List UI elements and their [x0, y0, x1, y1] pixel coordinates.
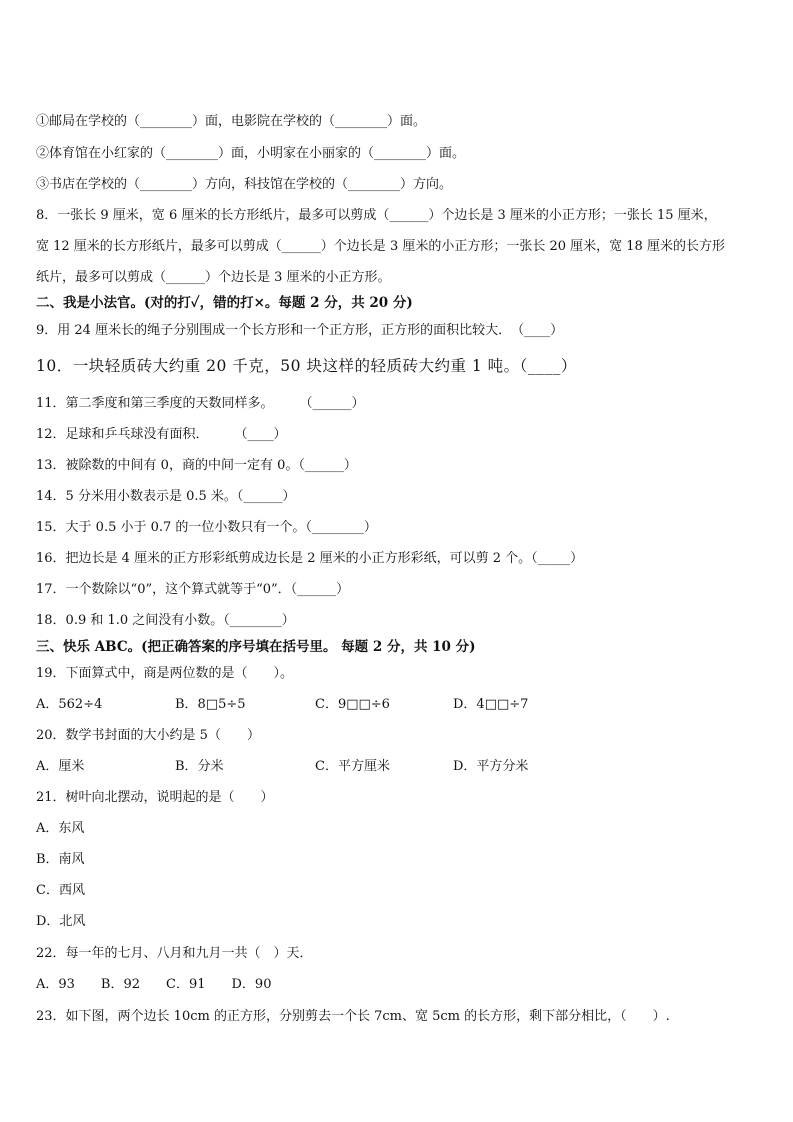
q20-option-b: B．分米 [175, 759, 224, 774]
question-8-line-2: 宽 12 厘米的长方形纸片，最多可以剪成（______）个边长是 3 厘米的小正方形；一张长 20 厘米，宽 18 厘米的长方形 [36, 239, 725, 254]
question-17: 17．一个数除以“0”，这个算式就等于“0”．（______） [36, 582, 350, 597]
q19-option-d: D．4□□÷7 [453, 697, 529, 712]
question-18: 18．0.9 和 1.0 之间没有小数。（________） [36, 613, 295, 628]
section-3-heading: 三、快乐 ABC。(把正确答案的序号填在括号里。 每题 2 分，共 10 分) [36, 639, 476, 655]
q21-option-d: D．北风 [36, 914, 86, 929]
line-3: ③书店在学校的（________）方向，科技馆在学校的（________）方向。 [36, 177, 453, 192]
q20-option-c: C．平方厘米 [315, 759, 390, 774]
section-2-heading: 二、我是小法官。(对的打✓，错的打×。每题 2 分，共 20 分) [36, 295, 413, 311]
q22-options: A．93 B．92 C．91 D．90 [36, 977, 272, 992]
question-20: 20．数学书封面的大小约是 5（ ） [36, 728, 260, 743]
q20-option-a: A．厘米 [36, 759, 85, 774]
q19-option-a: A．562÷4 [36, 697, 103, 712]
question-16: 16．把边长是 4 厘米的正方形彩纸剪成边长是 2 厘米的小正方形彩纸，可以剪 2 个。（_____） [36, 551, 584, 566]
question-10: 10．一块轻质砖大约重 20 千克，50 块这样的轻质砖大约重 1 吨。（____） [36, 357, 577, 375]
question-22: 22．每一年的七月、八月和九月一共（ ）天． [36, 946, 313, 961]
question-14: 14．5 分米用小数表示是 0.5 米。（______） [36, 489, 296, 504]
line-1: ①邮局在学校的（________）面，电影院在学校的（________）面。 [36, 114, 427, 129]
question-23: 23．如下图，两个边长 10cm 的正方形，分别剪去一个长 7cm、宽 5cm 的长方形，剩下部分相比，（ ）. [36, 1009, 670, 1024]
question-12: 12．足球和乒乓球没有面积． （____） [36, 427, 287, 442]
question-11: 11．第二季度和第三季度的天数同样多。 （______） [36, 396, 365, 411]
q19-option-c: C．9□□÷6 [315, 697, 390, 712]
q21-option-b: B．南风 [36, 852, 85, 867]
question-13: 13．被除数的中间有 0，商的中间一定有 0。（______） [36, 458, 357, 473]
question-19: 19．下面算式中，商是两位数的是（ ）。 [36, 666, 294, 681]
question-21: 21．树叶向北摆动，说明起的是（ ） [36, 790, 274, 805]
q19-option-b: B．8□5÷5 [175, 697, 246, 712]
line-2: ②体育馆在小红家的（________）面，小明家在小丽家的（________）面。 [36, 146, 466, 161]
q21-option-a: A．东风 [36, 821, 85, 836]
q21-option-c: C．西风 [36, 883, 85, 898]
question-15: 15．大于 0.5 小于 0.7 的一位小数只有一个。（________） [36, 520, 377, 535]
question-8-line-3: 纸片，最多可以剪成（______）个边长是 3 厘米的小正方形。 [36, 270, 391, 285]
question-9: 9．用 24 厘米长的绳子分别围成一个长方形和一个正方形，正方形的面积比较大． （____） [36, 323, 564, 338]
question-8-line-1: 8．一张长 9 厘米，宽 6 厘米的长方形纸片，最多可以剪成（______）个边长是 3 厘米的小正方形；一张长 15 厘米， [36, 208, 717, 223]
q20-option-d: D．平方分米 [453, 759, 529, 774]
